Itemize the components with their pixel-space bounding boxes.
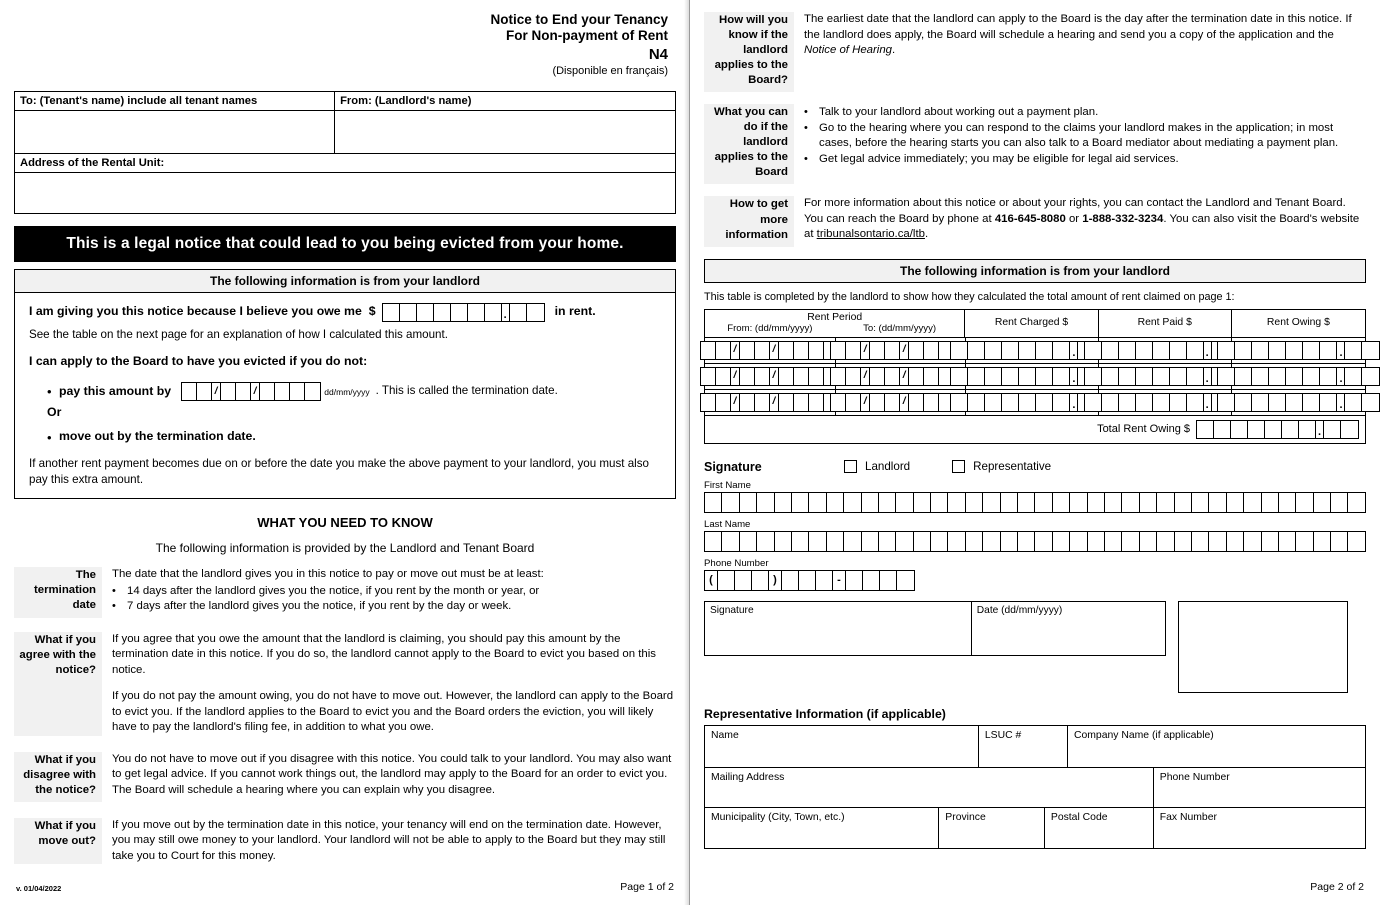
rent-paid-input[interactable]: .: [1099, 390, 1232, 415]
rent-table-header: The following information is from your landlord: [704, 259, 1366, 283]
rep-company-label: Company Name (if applicable): [1073, 729, 1214, 741]
rep-municipality-label: Municipality (City, Town, etc.): [711, 811, 845, 823]
rep-name-label: Name: [711, 729, 739, 741]
rep-postal-code-label: Postal Code: [1050, 811, 1108, 823]
signature-field-label: Signature: [710, 604, 754, 616]
page-number: Page 2 of 2: [1310, 881, 1364, 893]
rent-charged-header: Rent Charged $: [965, 310, 1098, 337]
title-line-1: Notice to End your Tenancy: [490, 12, 668, 27]
signature-date-field[interactable]: [972, 602, 1165, 655]
bullet-dot-icon: •: [47, 429, 52, 445]
list-item: • Talk to your landlord about working out a payment plan.: [804, 105, 1366, 121]
document-title: [14, 12, 676, 79]
qa-disagree-with-notice: [14, 752, 676, 802]
pay-bullet-suffix: . This is called the termination date.: [375, 384, 558, 398]
landlord-checkbox-wrap[interactable]: [844, 460, 910, 473]
form-version: v. 01/04/2022: [16, 884, 62, 893]
rent-charged-input[interactable]: .: [966, 338, 1099, 363]
form-code: N4: [648, 45, 668, 63]
qa-termination-date: [14, 567, 676, 617]
parties-box: [14, 91, 676, 214]
rep-fax-label: Fax Number: [1159, 811, 1217, 823]
bullet-dot-icon: •: [112, 600, 116, 613]
rent-charged-input[interactable]: .: [966, 364, 1099, 389]
rent-period-from-input[interactable]: / /: [705, 338, 836, 363]
rent-period-to-input[interactable]: / /: [836, 390, 966, 415]
rep-mailing-address-field[interactable]: [705, 768, 1154, 807]
signature-area: [704, 601, 1366, 693]
extra-amount-note: If another rent payment becomes due on or before the date you make the above payment to your landlord, you must also pay this extra amount.: [29, 456, 649, 487]
qa-bullet-list: [112, 584, 676, 615]
page-2: [690, 0, 1380, 905]
qa-label: How to get more information: [704, 196, 794, 246]
rent-paid-input[interactable]: .: [1099, 338, 1232, 363]
landlord-name-input[interactable]: [335, 111, 675, 153]
representative-information-table: [704, 725, 1366, 849]
rent-period-to-label: To: (dd/mm/yyyy): [863, 322, 937, 334]
qa-text-before: The earliest date that the landlord can apply to the Board is the day after the termination date in this notice. If the landlord does apply, the Board will schedule a hearing and send you a copy of the application and the: [804, 13, 1352, 41]
rep-municipality-field[interactable]: [705, 808, 939, 848]
bullet-dot-icon: •: [804, 152, 808, 165]
moveout-bullet-label: move out by the termination date.: [59, 429, 256, 444]
rep-fax-field[interactable]: [1154, 808, 1365, 848]
qa-move-out: [14, 818, 676, 865]
rep-phone-field[interactable]: [1154, 768, 1365, 807]
rental-address-input[interactable]: [15, 173, 675, 213]
landlord-name-label: From: (Landlord's name): [335, 92, 675, 111]
notice-of-hearing-title: Notice of Hearing: [804, 44, 893, 56]
rent-period-label: Rent Period: [807, 311, 863, 323]
table-row: [705, 338, 1365, 364]
table-row: [705, 364, 1365, 390]
bullet-dot-icon: •: [804, 106, 808, 119]
landlord-box-header: The following information is from your landlord: [15, 270, 675, 293]
last-name-label: Last Name: [704, 518, 751, 530]
phone-number-input[interactable]: ( ) -: [704, 570, 915, 591]
rent-owing-input[interactable]: .: [1232, 390, 1365, 415]
qa-label: How will you know if the landlord applies to the Board?: [704, 12, 794, 92]
pay-bullet-label: pay this amount by: [59, 383, 172, 398]
rep-mailing-address-label: Mailing Address: [711, 771, 785, 783]
bullet-dot-icon: •: [47, 384, 52, 400]
qa-paragraph: You do not have to move out if you disagree with this notice. You could talk to your landlord. You may also want to get legal advice. If you cannot work things out, the landlord may apply to the Board for an order to evict you. The Board will schedule a hearing where you can explain why you disagree.: [112, 752, 672, 796]
qa-label: What if you move out?: [14, 818, 102, 865]
bullet-dot-icon: •: [112, 584, 116, 597]
qa-intro: The date that the landlord gives you in this notice to pay or move out must be at least:: [112, 568, 544, 581]
rent-paid-input[interactable]: .: [1099, 364, 1232, 389]
apply-to-board-line: I can apply to the Board to have you evicted if you do not:: [29, 354, 368, 369]
currency-symbol: $: [368, 304, 376, 319]
landlord-information-box: [14, 269, 676, 500]
page-2-footer: [706, 881, 1364, 893]
rep-name-field[interactable]: [705, 726, 979, 767]
total-rent-owing-input[interactable]: .: [1196, 420, 1359, 439]
rental-address-label: Address of the Rental Unit:: [15, 153, 675, 173]
last-name-input[interactable]: [704, 531, 1366, 552]
amount-owed-input[interactable]: .: [382, 303, 545, 322]
first-name-input[interactable]: [704, 492, 1366, 513]
qa-body: [794, 196, 1366, 246]
phone-number-label: Phone Number: [704, 557, 769, 569]
table-row: [705, 390, 1365, 416]
rent-charged-input[interactable]: .: [966, 390, 1099, 415]
rent-period-to-input[interactable]: / /: [836, 338, 966, 363]
qa-body: [794, 12, 1366, 92]
more-info-text-1: For more information about this notice or about your rights, you can contact the Landlord and Tenant Board. You can reach the Board by phone at: [804, 197, 1346, 225]
rep-phone-label: Phone Number: [1159, 771, 1230, 783]
french-availability-note: (Disponible en français): [552, 65, 668, 78]
qa-label: What if you disagree with the notice?: [14, 752, 102, 802]
qa-paragraph: If you do not pay the amount owing, you do not have to move out. However, the landlord can apply to the Board to evict you. If the landlord applies to the Board to evict you and the Board orders the eviction, you will likely have to pay the landlord's filing fee, in addition to what you owe.: [112, 690, 674, 733]
board-phone-tollfree: 1-888-332-3234: [1082, 212, 1164, 225]
what-you-need-to-know-title: WHAT YOU NEED TO KNOW: [257, 515, 433, 531]
rent-period-from-label: From: (dd/mm/yyyy): [727, 322, 813, 334]
official-use-box[interactable]: [1178, 601, 1348, 693]
more-info-text-4: .: [924, 228, 929, 241]
more-info-text-3: . You can also visit the Board's website at: [804, 212, 1360, 241]
table-row: [705, 808, 1365, 848]
page-1-footer: [16, 881, 674, 893]
rep-company-field[interactable]: [1068, 726, 1365, 767]
owe-amount-prefix: I am giving you this notice because I believe you owe me: [29, 304, 362, 319]
rep-province-label: Province: [945, 811, 986, 823]
representative-checkbox[interactable]: [952, 460, 965, 473]
rent-period-from-input[interactable]: / /: [705, 364, 836, 389]
signature-header: [704, 460, 1366, 474]
what-you-need-to-know-subtitle: The following information is provided by the Landlord and Tenant Board: [155, 541, 535, 556]
rent-paid-header: Rent Paid $: [1099, 310, 1232, 337]
total-rent-owing-label: Total Rent Owing $: [1097, 423, 1190, 436]
qa-what-you-can-do: [704, 104, 1366, 184]
rep-province-field[interactable]: [939, 808, 1045, 848]
list-item: • Get legal advice immediately; you may be eligible for legal aid services.: [804, 152, 1366, 168]
rent-period-from-input[interactable]: / /: [705, 390, 836, 415]
rent-owing-input[interactable]: .: [1232, 338, 1365, 363]
rent-owing-input[interactable]: .: [1232, 364, 1365, 389]
pay-bullet: [29, 382, 663, 401]
qa-paragraph: If you agree that you owe the amount that the landlord is claiming, you should pay this amount by the termination date in this notice. If you do so, the landlord cannot apply to the Board to evict you based on this notice.: [112, 632, 656, 676]
landlord-checkbox-label: Landlord: [865, 460, 911, 474]
rent-table-intro: This table is completed by the landlord to show how they calculated the total amount of rent claimed on page 1:: [704, 290, 1235, 303]
termination-date-input[interactable]: / /: [181, 382, 321, 401]
qa-more-information: [704, 196, 1366, 246]
signature-field[interactable]: [705, 602, 972, 655]
qa-label: What if you agree with the notice?: [14, 632, 102, 736]
rep-lsuc-field[interactable]: [979, 726, 1068, 767]
list-item: • Go to the hearing where you can respond to the claims your landlord makes in the application; in most cases, before the hearing starts you can also talk to a Board mediator about mediating a payment plan.: [804, 121, 1366, 152]
table-header-row: [705, 310, 1365, 338]
termination-date-hint: dd/mm/yyyy: [324, 386, 370, 397]
qa-text-after: .: [892, 44, 896, 56]
qa-label: The termination date: [14, 567, 102, 617]
table-row: [705, 726, 1365, 768]
or-separator: Or: [47, 405, 62, 420]
representative-checkbox-wrap[interactable]: [952, 460, 1051, 473]
list-item: • 14 days after the landlord gives you the notice, if you rent by the month or year, or: [112, 584, 676, 600]
more-info-text-2: or: [1065, 212, 1083, 225]
signature-title: Signature: [704, 459, 762, 474]
tenant-name-label: To: (Tenant's name) include all tenant names: [15, 92, 334, 111]
board-phone-primary: 416-645-8080: [994, 212, 1066, 225]
first-name-label: First Name: [704, 479, 751, 491]
page-number: Page 1 of 2: [620, 881, 674, 893]
qa-paragraph: If you move out by the termination date in this notice, your tenancy will end on the termination date. However, you may still owe money to your landlord. Your landlord will not be able to apply to the Board but they may still take you to Court for this money.: [112, 818, 666, 862]
board-website-link[interactable]: tribunalsontario.ca/ltb: [816, 228, 925, 241]
bullet-dot-icon: •: [804, 121, 808, 134]
qa-bullet-list: [804, 105, 1366, 167]
representative-checkbox-label: Representative: [973, 460, 1052, 474]
moveout-bullet: [29, 428, 663, 446]
rent-period-header: [705, 310, 965, 337]
qa-agree-with-notice: [14, 632, 676, 736]
rep-postal-code-field[interactable]: [1045, 808, 1154, 848]
list-item: • 7 days after the landlord gives you the notice, if you rent by the day or week.: [112, 599, 676, 615]
landlord-checkbox[interactable]: [844, 460, 857, 473]
qa-how-will-you-know: [704, 12, 1366, 92]
representative-section-title: Representative Information (if applicable): [704, 706, 946, 721]
table-row: [705, 768, 1365, 808]
qa-label: What you can do if the landlord applies to the Board: [704, 104, 794, 184]
owe-amount-suffix: in rent.: [554, 304, 596, 319]
rent-period-to-input[interactable]: / /: [836, 364, 966, 389]
tenant-name-input[interactable]: [15, 111, 335, 153]
signature-date-label: Date (dd/mm/yyyy): [976, 604, 1063, 616]
rent-calculation-table: [704, 309, 1366, 444]
rent-owing-header: Rent Owing $: [1266, 317, 1330, 329]
rep-lsuc-label: LSUC #: [984, 729, 1022, 741]
legal-warning-banner: This is a legal notice that could lead to you being evicted from your home.: [14, 226, 676, 262]
title-line-2: For Non-payment of Rent: [506, 28, 668, 44]
see-table-note: See the table on the next page for an explanation of how I calculated this amount.: [29, 327, 448, 341]
total-rent-owing-row: [705, 416, 1365, 443]
